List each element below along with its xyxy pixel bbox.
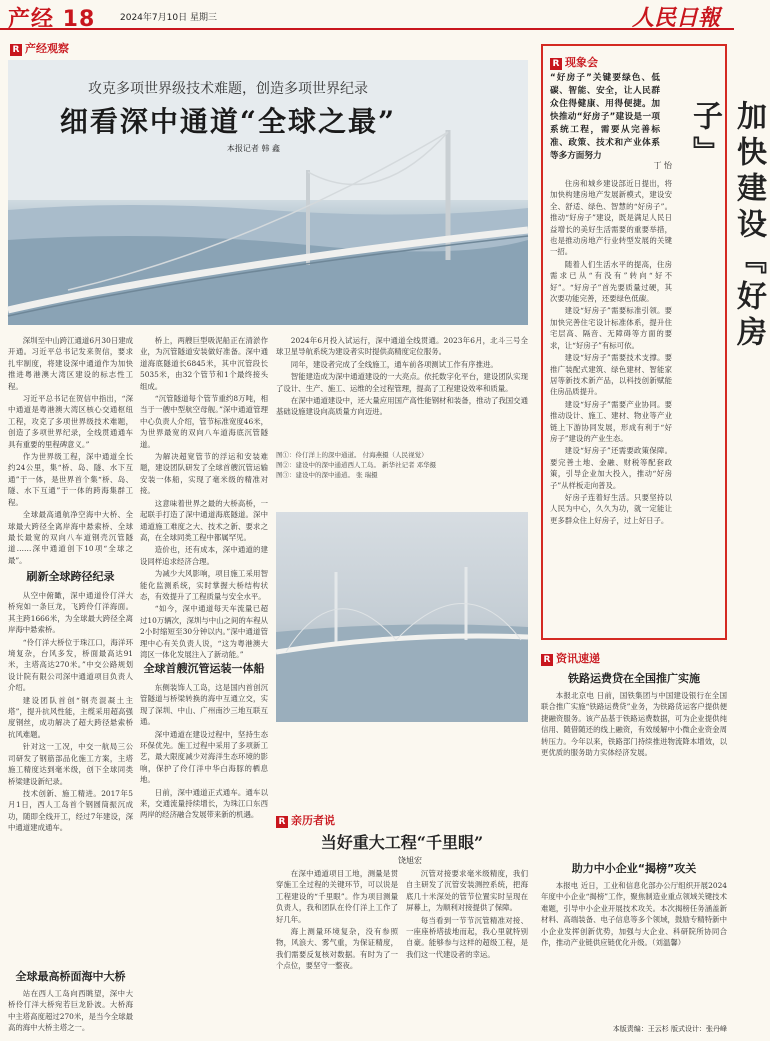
lead-column-1b [8,590,133,960]
bridge-illustration-2 [276,512,528,722]
issue-date: 2024年7月10日 星期三 [120,13,217,23]
paragraph: 建设“好房子”需要产业协同。要推动设计、施工、建材、物业等产业链上下游协同发展，形成有利于“好房子”建设的产业生态。 [550,399,672,443]
paragraph: 在深中通道建设中，还大量应用国产高性能钢材和装备，推动了我国交通基础设施建设向高质量方向迈进。 [276,396,528,417]
paragraph: 这意味着世界之最的大桥高桥，一起联手打造了深中通道海底隧道。深中通道施工难度之大、技术之新、要求之高，在全球同类工程中都属罕见。 [140,498,268,542]
paragraph: 为解决超宽管节的浮运和安装难题，建设团队研发了全球首艘沉管运输安装一体船，实现了毫米级的精准对接。 [140,452,268,496]
lead-subtitle: 攻克多项世界级技术难题，创造多项世界纪录 [88,81,368,97]
lead-kicker: R 产经观察 [10,40,69,56]
brief-2-title: 助力中小企业“揭榜”攻关 [571,862,697,875]
talk-byline: 饶旭宏 [398,856,422,865]
paragraph: 本报电 近日，工业和信息化部办公厅组织开展2024年度中小企业“揭榜”工作，聚焦制造业重点领域关键技术难题，引导中小企业开展技术攻关。本次揭榜任务涵盖新材料、高端装备、电子信息等多个领域，鼓励专精特新中小企业发挥创新优势，加强与大企业、科研院所协同合作，推动产业链供应链优化升级。（刘温馨） [541,881,727,948]
paragraph: 东侧装饰人工岛，这是国内首创沉管隧道与桥梁转换的海中互通立交，实现了深圳、中山、广州南沙三地互联互通。 [140,683,268,727]
section-heading: 全球最高桥面海中大桥 [15,970,126,983]
newspaper-logo: 人民日報 [631,5,720,31]
paragraph: 深圳至中山跨江通道6月30日建成开通。习近平总书记发来贺信，要求扎牢制度，将建设深中通道作为加快推进粤港澳大湾区建设的标志性工程。 [8,336,133,391]
talk-headline: 当好重大工程“千里眼” [320,833,484,852]
paragraph: 建设“好房子”需要标准引领。要加快完善住宅设计标准体系，提升住宅层高、隔音、无障碍等方面的要求，让“好房子”有标可依。 [550,306,672,350]
paragraph: 在深中通道项目工地，测量是贯穿施工全过程的关键环节，可以说是工程建设的“千里眼”。作为项目测量负责人，我和团队在伶仃洋上工作了好几年。 [276,869,398,924]
talk-body [276,868,528,1036]
paragraph: 沉管对接要求毫米级精度，我们自主研发了沉管安装测控系统，把海底几十米深处的管节位置实时呈现在屏幕上，为顺利对接提供了保障。 [406,869,528,913]
paragraph: 日前，深中通道正式通车。通车以来，交通流量持续增长，为珠江口东西两岸的经济融合发展带来新的机遇。 [140,787,268,820]
paragraph: 深中通道在建设过程中，坚持生态环保优先。施工过程中采用了多项新工艺，最大限度减少对海洋生态环境的影响，保护了伶仃洋中华白海豚的栖息地。 [140,729,268,785]
lead-column-1 [8,335,133,565]
lead-column-1c [8,988,133,1036]
masthead-bar [0,0,734,30]
lead-byline: 本报记者 韩 鑫 [226,144,280,153]
paragraph: 针对这一工况，中交一航局三公司研发了钢筋部品化施工方案，主塔施工精度达到毫米级，创下全球同类桥梁建设新纪录。 [8,742,133,786]
lead-headline: 细看深中通道“全球之最” [59,105,397,138]
paragraph: 习近平总书记在贺信中指出，“深中通道是粤港澳大湾区核心交通枢纽工程，攻克了多项世界级技术难题，创造了多项世界纪录，全线贯通通车具有重要的里程碑意义。” [8,394,133,449]
talk-kicker: R 亲历者说 [276,812,335,828]
lead-column-2 [140,335,268,659]
paragraph: 同年，建设者完成了全线施工，通车前各项测试工作有序推进。 [290,359,498,369]
paragraph: 建设“好房子”还需要政策保障。要完善土地、金融、财税等配套政策，引导企业加大投入，推动“好房子”从样板走向普及。 [550,446,672,490]
commentary-byline: 丁 怡 [653,161,672,170]
lead-column-2b [140,682,268,1037]
paragraph: 智能建造成为深中通道建设的一大亮点。依托数字化平台，建设团队实现了设计、生产、施工、运维的全过程管理，提高了工程建设效率和质量。 [276,372,528,393]
paragraph: 技术创新、施工精进。2017年5月1日，西人工岛首个钢圆筒振沉成功，随即全线开工，经过7年建设，深中通道建成通车。 [8,788,133,833]
paragraph: 为减少大风影响，项目施工采用智能化监测系统，实时掌握大桥结构状态，有效提升了工程质量与安全水平。 [140,569,268,601]
paragraph: 造价也，还有成本，深中通道的建设同样追求经济合理。 [140,545,268,566]
paragraph: 每当看到一节节沉管精准对接、一座座桥塔拔地而起，我心里就特别自豪。能够参与这样的超级工程，是我们这一代建设者的幸运。 [406,915,528,959]
kicker-badge-icon: R [10,44,22,56]
paragraph: 作为世界级工程，深中通道全长约24公里，集“桥、岛、隧、水下互通”于一体，是世界首个集“桥、岛、隧、水下互通”于一体的跨海集群工程。 [8,452,133,507]
kicker-badge-icon: R [276,816,288,828]
paragraph: 建设“好房子”需要技术支撑。要推广装配式建筑、绿色建材、智能家居等新技术新产品，以科技创新赋能住房品质提升。 [550,353,672,397]
paragraph: 本报北京电 日前，国铁集团与中国建设银行在全国联合推广实施“铁路运费贷”业务，为铁路货运客户提供便捷融资服务。该产品基于铁路运费数据，可为企业提供纯信用、随借随还的线上融资，有效缓解中小微企业资金周转压力。今年以来，铁路部门持续推进物流降本增效，以更优质的服务助力实体经济发展。 [541,691,727,758]
paragraph: 海上测量环境复杂，没有参照物，风浪大、雾气重，为保证精度，我们需要反复核对数据。有时为了一个点位，要坚守一整夜。 [276,927,398,971]
section-heading: 全球首艘沉管运装一体船 [143,662,265,675]
caption-credit: 新华社记者 邓华摄 [382,461,437,469]
caption-line: 图②：建设中的深中通道西人工岛。 [276,461,380,469]
paragraph: 建设团队首创“钢壳混凝土主塔”，提升抗风性能，主缆采用超高强度钢丝，成功解决了超大跨径悬索桥抗风难题。 [8,695,133,739]
paragraph: 住房和城乡建设部近日提出，将加快构建房地产发展新模式，建设安全、舒适、绿色、智慧的“好房子”。推动“好房子”建设，既是满足人民日益增长的美好生活需要的重要举措，也是推动房地产行业转型发展的关键一招。 [550,179,672,257]
paragraph: 从空中俯瞰，深中通道伶仃洋大桥宛如一条巨龙，飞跨伶仃洋海面。其主跨1666米，为全球最大跨径全离岸海中悬索桥。 [8,591,133,635]
paragraph: “沉管隧道每个管节重约8万吨，相当于一艘中型航空母舰。”深中通道管理中心负责人介绍，管节标准宽度46米，为世界最宽的双向八车道海底沉管隧道。 [140,394,268,449]
caption-credit: 张 瑞摄 [356,471,378,479]
section-heading: 刷新全球跨径纪录 [26,570,115,583]
paragraph: “伶仃洋大桥位于珠江口，海洋环境复杂，台风多发，桥面最高达91米，主塔高达270米。”中交公路规划设计院有限公司深中通道项目负责人介绍。 [8,637,133,693]
paragraph: 站在西人工岛向西眺望，深中大桥伶仃洋大桥宛若巨龙卧波。大桥海中主塔高度超过270米，是当今全球最高的海中大桥主塔之一。 [8,989,133,1033]
brief-1-body [541,690,727,850]
commentary-lead: “好房子”关键要绿色、低碳、智能、安全，让人民群众住得健康、用得便捷。加快推动“好房子”建设是一项系统工程，需要从完善标准、政策、技术和产业体系等多方面努力 [550,73,660,161]
caption-line: 图③：建设中的深中通道。 [276,471,354,479]
brief-1-title: 铁路运费贷在全国推广实施 [568,672,700,685]
paragraph: 桥上，两艘巨型吸泥船正在清淤作业，为沉管隧道安装做好准备。深中通道海底隧道长6845米，其中沉管段长5035米，由32个管节和1个最终接头组成。 [140,336,268,391]
commentary-body [550,178,672,634]
briefs-kicker: R 资讯速递 [541,650,600,666]
section-title: 产经 18 [8,7,96,32]
caption-line: 图①：伶仃洋上的深中通道。 [276,451,361,459]
kicker-badge-icon: R [541,654,553,666]
commentary-kicker: R 现象会 [550,54,598,70]
paragraph: 全球最高通航净空海中大桥、全球最大跨径全离岸海中悬索桥、全球最长最宽的双向八车道钢壳沉管隧道……深中通道创下10项“全球之最”。 [8,510,133,565]
page-footer: 本版责编：王云杉 版式设计：张丹峰 [612,1025,727,1033]
paragraph: “如今，深中通道每天车流量已超过10万辆次，深圳与中山之间的车程从2小时缩短至30分钟以内。”深中通道管理中心有关负责人说，“这为粤港澳大湾区一体化发展注入了新动能。” [140,604,268,659]
commentary-headline: 加快建设『好房子』 [687,100,766,352]
tunnel-photo [276,512,528,722]
paragraph: 2024年6月投入试运行，深中通道全线贯通。2023年6月，北斗三号全球卫星导航系统为建设者实时提供高精度定位服务。 [276,336,528,357]
lead-column-3 [276,335,528,443]
paragraph: 好房子连着好生活。只要坚持以人民为中心，久久为功，就一定能让更多群众住上好房子，过上好日子。 [550,492,672,525]
kicker-badge-icon: R [550,58,562,70]
brief-2-body [541,880,727,1020]
paragraph: 随着人们生活水平的提高，住房需求已从“有没有”转向“好不好”。“好房子”首先要质量过硬，其次要功能完善，还要绿色低碳。 [550,259,672,304]
caption-credit: 付海燕摄（人民视觉） [362,451,428,459]
photo-captions [276,450,528,480]
